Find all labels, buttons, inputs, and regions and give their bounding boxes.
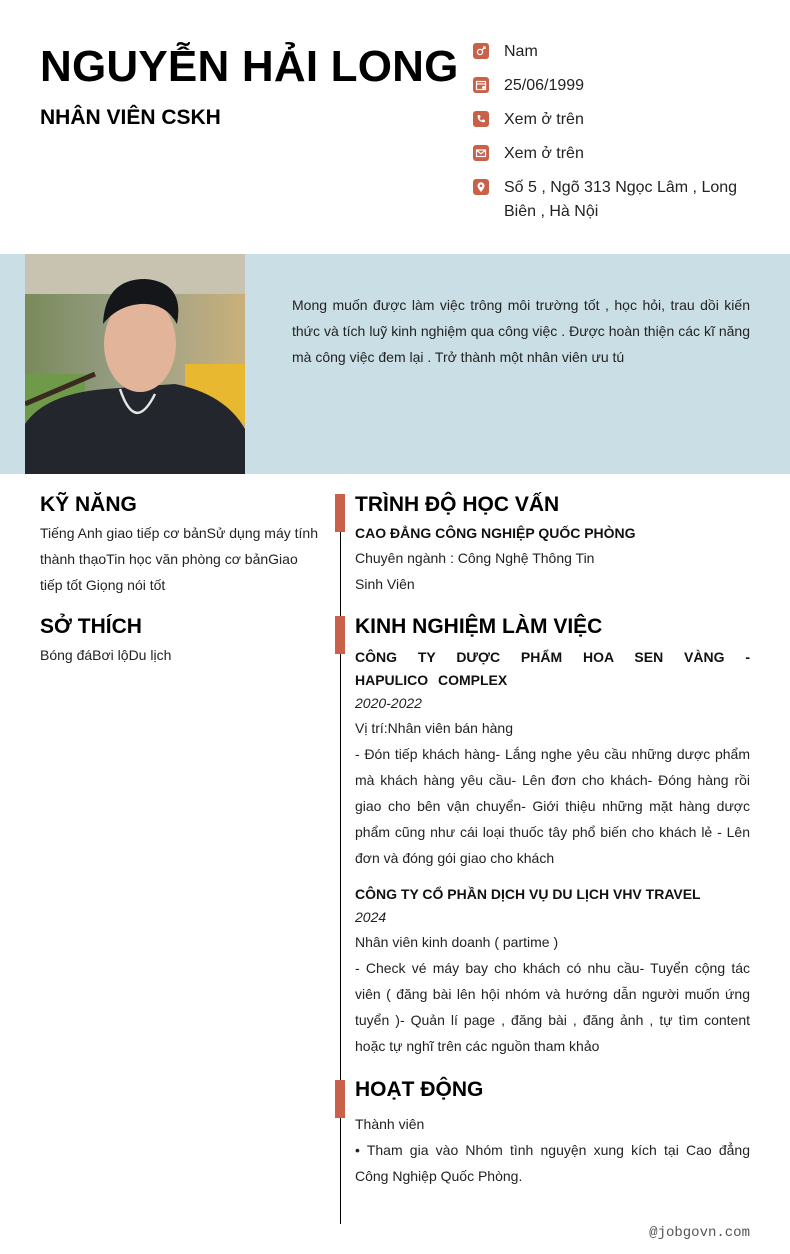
- hobbies-heading: SỞ THÍCH: [40, 615, 142, 638]
- activity-description: • Tham gia vào Nhóm tình nguyện xung kích tại Cao đẳng Công Nghiệp Quốc Phòng.: [355, 1142, 750, 1184]
- job-title: NHÂN VIÊN CSKH: [40, 106, 221, 129]
- activity-role: Thành viên: [355, 1116, 425, 1132]
- job-period: 2024: [355, 909, 387, 925]
- school-name: CAO ĐẲNG CÔNG NGHIỆP QUỐC PHÒNG: [355, 525, 636, 541]
- contact-address: [473, 176, 753, 224]
- email-value: Xem ở trên: [504, 145, 584, 162]
- location-icon: [473, 179, 489, 195]
- experience-accent-bar: [335, 616, 345, 654]
- education-major: Chuyên ngành : Công Nghệ Thông Tin: [355, 550, 595, 566]
- gender-icon: [473, 43, 489, 59]
- calendar-icon: [473, 77, 489, 93]
- job-entry: [355, 646, 750, 871]
- left-column: [40, 490, 320, 682]
- job-role: Nhân viên kinh doanh ( partime ): [355, 934, 559, 950]
- education-status: Sinh Viên: [355, 576, 415, 592]
- contact-email: [473, 142, 753, 166]
- phone-value: Xem ở trên: [504, 111, 584, 128]
- contact-info: [473, 40, 753, 234]
- job-entry: [355, 883, 750, 1059]
- contact-phone: [473, 108, 753, 132]
- job-role: Vị trí:Nhân viên bán hàng: [355, 720, 513, 736]
- address-value: Số 5 , Ngõ 313 Ngọc Lâm , Long Biên , Hà Nội: [504, 179, 738, 220]
- job-description: - Đón tiếp khách hàng- Lắng nghe yêu cầu những dược phẩm mà khách hàng yêu cầu- Lên đơn cho khách- Đóng hàng rồi giao cho bên vận chuyển- Giới thiệu những mặt hàng dược phẩm cũng như cái loại thuốc tây phổ biến cho khách lẻ - Lên đơn và đóng gói giao cho khách: [355, 746, 750, 866]
- watermark: @jobgovn.com: [649, 1225, 750, 1241]
- experience-heading: KINH NGHIỆM LÀM VIỆC: [355, 615, 603, 638]
- candidate-name: NGUYỄN HẢI LONG: [40, 42, 459, 91]
- skills-heading: KỸ NĂNG: [40, 493, 137, 516]
- activities-heading: HOẠT ĐỘNG: [355, 1078, 484, 1101]
- profile-photo: [25, 254, 245, 474]
- job-company: CÔNG TY DƯỢC PHẨM HOA SEN VÀNG - HAPULICO COMPLEX: [355, 649, 750, 688]
- hobbies-text: Bóng đáBơi lộDu lịch: [40, 647, 172, 663]
- job-period: 2020-2022: [355, 695, 422, 711]
- education-section: [355, 490, 750, 597]
- activities-accent-bar: [335, 1080, 345, 1118]
- hobbies-section: [40, 612, 320, 668]
- gender-value: Nam: [504, 43, 538, 60]
- job-company: CÔNG TY CỔ PHẦN DỊCH VỤ DU LỊCH VHV TRAVEL: [355, 886, 701, 902]
- education-heading: TRÌNH ĐỘ HỌC VẤN: [355, 493, 560, 516]
- birthdate-value: 25/06/1999: [504, 77, 585, 94]
- education-accent-bar: [335, 494, 345, 532]
- activities-section: [355, 1075, 750, 1189]
- email-icon: [473, 145, 489, 161]
- experience-section: [355, 612, 750, 1059]
- skills-section: [40, 490, 320, 598]
- career-objective: Mong muốn được làm việc trông môi trường tốt , học hỏi, trau dồi kiến thức và tích luỹ kinh nghiệm qua công việc . Được hoàn thiện các kĩ năng mà công việc đem lại . Trở thành một nhân viên ưu tú: [292, 297, 750, 365]
- contact-gender: [473, 40, 753, 64]
- phone-icon: [473, 111, 489, 127]
- skills-text: Tiếng Anh giao tiếp cơ bảnSử dụng máy tính thành thạoTin học văn phòng cơ bảnGiao tiếp tốt Giọng nói tốt: [40, 525, 318, 593]
- job-description: - Check vé máy bay cho khách có nhu cầu- Tuyển cộng tác viên ( đăng bài lên hội nhóm và hướng dẫn người muốn ứng tuyển )- Quản lí page , đăng bài , đăng ảnh , tự tìm content hoặc tự nghĩ trên các nguồn tham khảo: [355, 960, 750, 1054]
- contact-birthdate: [473, 74, 753, 98]
